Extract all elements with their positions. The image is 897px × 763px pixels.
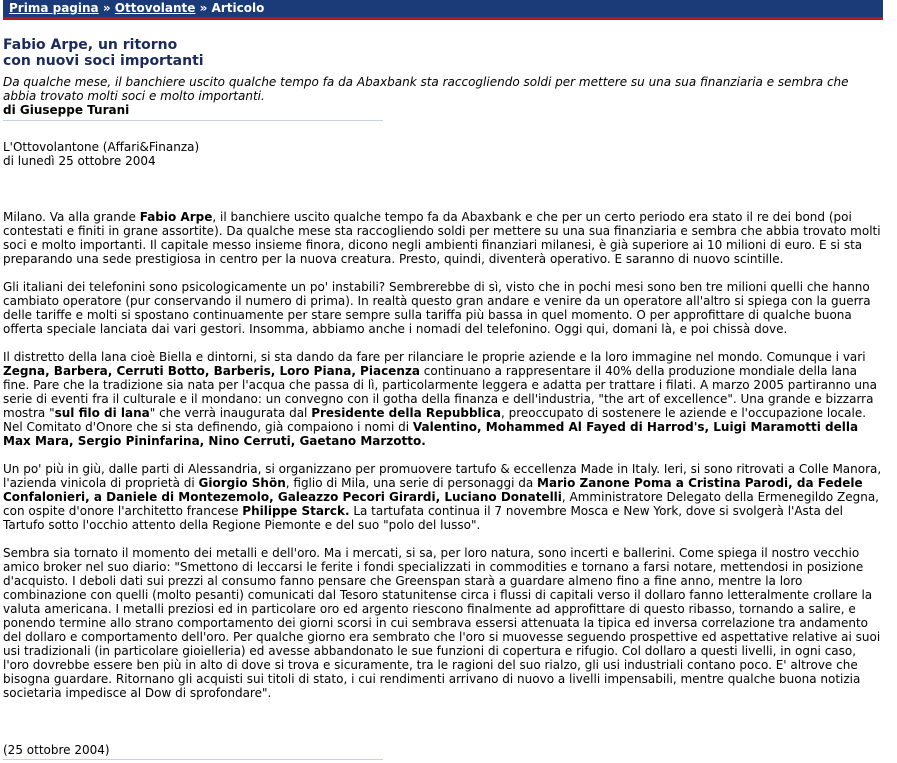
divider <box>3 120 383 121</box>
paragraph-text: continuano a rappresentare il 40% della produzione mondiale della lana fine. Pare che la tradizione sia nata per l'acqua che passa di lì, particolarmente leggera e adatta per trattare i filati. A marzo 2005 partiranno una serie di eventi fra il culturale e il mondano: un convegno con il gotha della finanza e dell'industria, "the art of excellence". Una grande e bizzarra mostra " <box>3 364 877 420</box>
source-publication: L'Ottovolantone (Affari&Finanza) <box>3 140 200 154</box>
article-summary: Da qualche mese, il banchiere uscito qualche tempo fa da Abaxbank sta raccogliendo soldi per mettere su una sua finanziaria e sembra che abbia trovato molti soci e molto importanti. <box>3 75 849 103</box>
source-date: di lunedì 25 ottobre 2004 <box>3 154 156 168</box>
paragraph-text: Gli italiani dei telefonini sono psicologicamente un po' instabili? Sembrerebbe di sì, visto che in pochi mesi sono ben tre milioni quelli che hanno cambiato operatore (pur conservando il numero di prima). In realtà questo gran andare e venire da un operatore all'altro si spiega con la guerra delle tariffe e molti si spostano continuamente per stare sempre sulla tariffa più bassa in quel momento. O per approfittare di qualche buona offerta speciale lanciata dai vari gestori. Insomma, abbiamo anche i nomadi del telefonino. Oggi qui, domani là, e poi chissà dove. <box>3 280 871 336</box>
bold-text: Fabio Arpe <box>139 210 213 224</box>
paragraph-text: Sembra sia tornato il momento dei metalli e dell'oro. Ma i mercati, si sa, per loro natura, sono incerti e ballerini. Come spiega il nostro vecchio amico broker nel suo diario: "Smettono di leccarsi le ferite i fondi specializzati in commodities e tornano a farsi notare, mettendosi in posizione d'acquisto. I deboli dati sui prezzi al consumo fanno pensare che Greenspan starà a guardare almeno fino a fine anno, mentre la loro combinazione con quelli (molto pesanti) comunicati dal Tesoro statunitense circa i flussi di capitali verso il dollaro fanno letteralmente crollare la valuta americana. I metalli preziosi ed in particolare oro ed argento riescono finalmente ad approfittare di questo ribasso, tornando a salire, e ponendo termine allo strano comportamento dei giorni scorsi in cui sembrava essersi attenuata la tipica ed inversa correlazione tra andamento del dollaro e comportamento dell'oro. Per qualche giorno era sembrato che l'oro si muovesse seguendo prospettive ed aspettative relative ai suoi usi tradizionali (in particolare gioielleria) ed avesse abbandonato le sue funzioni di copertura e rifugio. Col dollaro a questi livelli, in ogni caso, l'oro dovrebbe essere ben più in alto di dove si trova e sicuramente, tra le ragioni del suo rialzo, gli usi industriali contano poco. E' altrove che bisogna guardare. Ritornano gli acquisti sui titoli di stato, i cui rendimenti arrivano di nuovo a livelli impensabili, mentre qualche buona notizia societaria impedisce al Dow di sprofondare". <box>3 546 881 700</box>
breadcrumb-link-home[interactable]: Prima pagina <box>9 1 99 15</box>
paragraph-text: , figlio di Mila, una serie di personaggi da <box>285 476 538 490</box>
article-title <box>3 37 423 69</box>
bold-text: Valentino, Mohammed Al Fayed di Harrod's, Luigi Maramotti della Max Mara, Sergio Pininfarina, Nino Cerruti, Gaetano Marzotto. <box>3 420 859 448</box>
breadcrumb-separator: » <box>199 1 208 15</box>
paragraph-text: , preoccupato di sostenere le aziende e l'occupazione locale. Nel Comitato d'Onore che si sta definendo, già compaiono i nomi di <box>3 406 867 434</box>
article-paragraph <box>3 350 883 448</box>
bold-text: Presidente della Repubblica <box>311 406 501 420</box>
paragraph-text: , Amministratore Delegato della Ermenegildo Zegna, con ospite d'onore l'architetto francese <box>3 490 879 518</box>
paragraph-text: " che verrà inaugurata dal <box>149 406 312 420</box>
breadcrumb-bar <box>3 0 883 20</box>
divider <box>3 759 383 760</box>
article-footer-date: (25 ottobre 2004) <box>3 743 110 757</box>
bold-text: Giorgio Shön <box>198 476 286 490</box>
paragraph-text: , il banchiere uscito qualche tempo fa da Abaxbank e che per un certo periodo era stato il re dei bond (poi contestati e finiti in grane assortite). Da qualche mese sta raccogliendo soldi per mettere su una sua finanziaria e sembra che abbia trovato molti soci e molto importanti. Il capitale messo insieme finora, dicono negli ambienti finanziari milanesi, è già superiore ai 10 milioni di euro. E si sta preparando una sede prestigiosa in centro per la nuova creatura. Presto, quindi, diventerà operativo. E saranno di nuovo scintille. <box>3 210 881 266</box>
breadcrumb <box>9 1 264 16</box>
bold-text: sul filo di lana <box>54 406 150 420</box>
article-paragraph <box>3 546 883 700</box>
bold-text: Zegna, Barbera, Cerruti Botto, Barberis, Loro Piana, Piacenza <box>3 364 420 378</box>
article-body <box>3 210 883 714</box>
breadcrumb-current: Articolo <box>211 1 265 15</box>
article-paragraph <box>3 280 883 336</box>
bold-text: Philippe Starck. <box>242 504 350 518</box>
breadcrumb-link-section[interactable]: Ottovolante <box>114 1 196 15</box>
article-paragraph <box>3 210 883 266</box>
title-line-2: con nuovi soci importanti <box>3 53 204 69</box>
paragraph-text: Un po' più in giù, dalle parti di Alessandria, si organizzano per promuovere tartufo & eccellenza Made in Italy. Ieri, si sono ritrovati a Colle Manora, l'azienda vinicola di proprietà di <box>3 462 882 490</box>
breadcrumb-separator: » <box>102 1 111 15</box>
article-source <box>3 140 199 168</box>
bold-text: Mario Zanone Poma a Cristina Parodi, da Fedele Confalonieri, a Daniele di Montezemolo, Galeazzo Pecori Girardi, Luciano Donatelli <box>3 476 863 504</box>
paragraph-text: Milano. Va alla grande <box>3 210 140 224</box>
article-paragraph <box>3 462 883 532</box>
article-author: di Giuseppe Turani <box>3 103 130 117</box>
paragraph-text: La tartufata continua il 7 novembre Mosca e New York, dove si svolgerà l'Asta del Tartufo sotto l'occhio attento della Regione Piemonte e del suo "polo del lusso". <box>3 504 844 532</box>
paragraph-text: Il distretto della lana cioè Biella e dintorni, si sta dando da fare per rilanciare le proprie aziende e la loro immagine nel mondo. Comunque i vari <box>3 350 866 364</box>
title-line-1: Fabio Arpe, un ritorno <box>3 37 178 53</box>
